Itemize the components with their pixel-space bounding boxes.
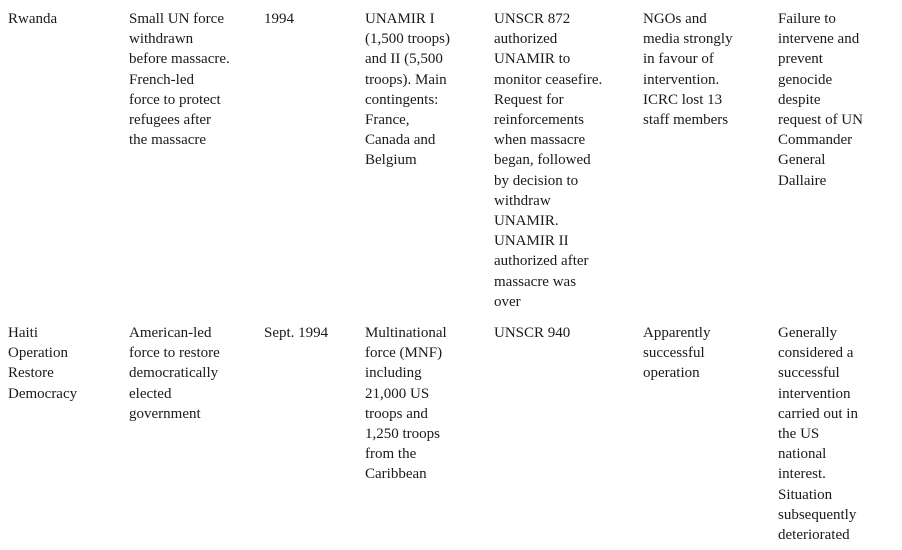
cell-date: Sept. 1994 — [264, 325, 329, 341]
cell-forces: Multinational force (MNF) including 21,000 US troops and 1,250 troops from the Caribbean — [365, 325, 447, 483]
cell-outcome: Failure to intervene and prevent genocide despite request of UN Commander General Dallaire — [778, 11, 863, 189]
cell-country: Rwanda — [8, 11, 58, 27]
cell-reaction: NGOs and media strongly in favour of intervention. ICRC lost 13 staff members — [643, 11, 733, 129]
cell-authorization: UNSCR 872 authorized UNAMIR to monitor ceasefire. Request for reinforcements when massacre began, followed by decision to withdraw UNAMIR. UNAMIR II authorized after massacre was over — [494, 11, 603, 310]
cell-reaction: Apparently successful operation — [643, 325, 711, 382]
cell-authorization: UNSCR 940 — [494, 325, 571, 341]
cell-date: 1994 — [264, 11, 294, 27]
cell-country: Haiti Operation Restore Democracy — [8, 325, 78, 402]
cell-description: Small UN force withdrawn before massacre. French-led force to protect refugees after the massacre — [129, 11, 230, 149]
cell-outcome: Generally considered a successful intervention carried out in the US national interest. Situation subsequently deteriorated — [778, 325, 858, 544]
cell-description: American-led force to restore democratically elected government — [129, 325, 220, 422]
cell-forces: UNAMIR I (1,500 troops) and II (5,500 troops). Main contingents: France, Canada and Belgium — [365, 11, 450, 169]
